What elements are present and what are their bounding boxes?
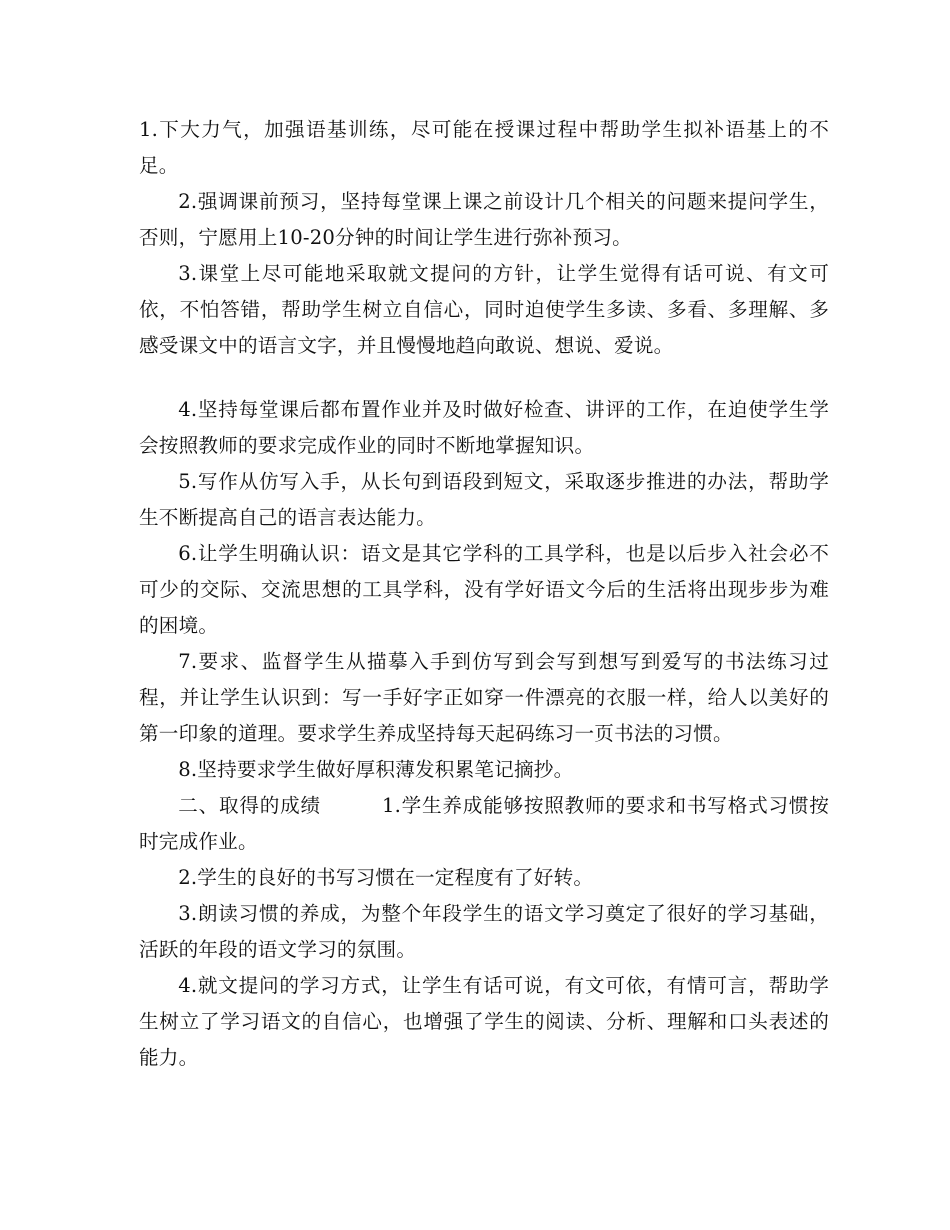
paragraph-1: 1.下大力气，加强语基训练，尽可能在授课过程中帮助学生拟补语基上的不足。 xyxy=(139,118,829,177)
paragraph-2: 2.强调课前预习，坚持每堂课上课之前设计几个相关的问题来提问学生，否则，宁愿用上10-20分钟的时间让学生进行弥补预习。 xyxy=(139,190,829,249)
paragraph-8: 8.坚持要求学生做好厚积薄发积累笔记摘抄。 xyxy=(178,758,574,781)
paragraph-6: 6.让学生明确认识：语文是其它学科的工具学科，也是以后步入社会必不可少的交际、交流思想的工具学科，没有学好语文今后的生活将出现步步为难的困境。 xyxy=(139,542,829,637)
document-body xyxy=(139,112,829,1076)
paragraph-achievement-3: 3.朗读习惯的养成，为整个年段学生的语文学习奠定了很好的学习基础，活跃的年段的语文学习的氛围。 xyxy=(139,902,829,961)
paragraph-4: 4.坚持每堂课后都布置作业并及时做好检查、讲评的工作，在迫使学生学会按照教师的要求完成作业的同时不断地掌握知识。 xyxy=(139,398,829,457)
paragraph-5: 5.写作从仿写入手，从长句到语段到短文，采取逐步推进的办法，帮助学生不断提高自己的语言表达能力。 xyxy=(139,470,829,529)
paragraph-achievement-2: 2.学生的良好的书写习惯在一定程度有了好转。 xyxy=(178,866,594,889)
paragraph-achievement-4: 4.就文提问的学习方式，让学生有话可说，有文可依，有情可言，帮助学生树立了学习语文的自信心，也增强了学生的阅读、分析、理解和口头表述的能力。 xyxy=(139,974,829,1069)
section-heading-achievements: 二、取得的成绩 1.学生养成能够按照教师的要求和书写格式习惯按时完成作业。 xyxy=(139,794,829,853)
paragraph-3: 3.课堂上尽可能地采取就文提问的方针，让学生觉得有话可说、有文可依，不怕答错，帮助学生树立自信心，同时迫使学生多读、多看、多理解、多感受课文中的语言文字，并且慢慢地趋向敢说、想说、爱说。 xyxy=(139,262,829,357)
paragraph-7: 7.要求、监督学生从描摹入手到仿写到会写到想写到爱写的书法练习过程，并让学生认识到：写一手好字正如穿一件漂亮的衣服一样，给人以美好的第一印象的道理。要求学生养成坚持每天起码练习一页书法的习惯。 xyxy=(139,650,829,745)
paragraph-gap xyxy=(139,364,829,392)
